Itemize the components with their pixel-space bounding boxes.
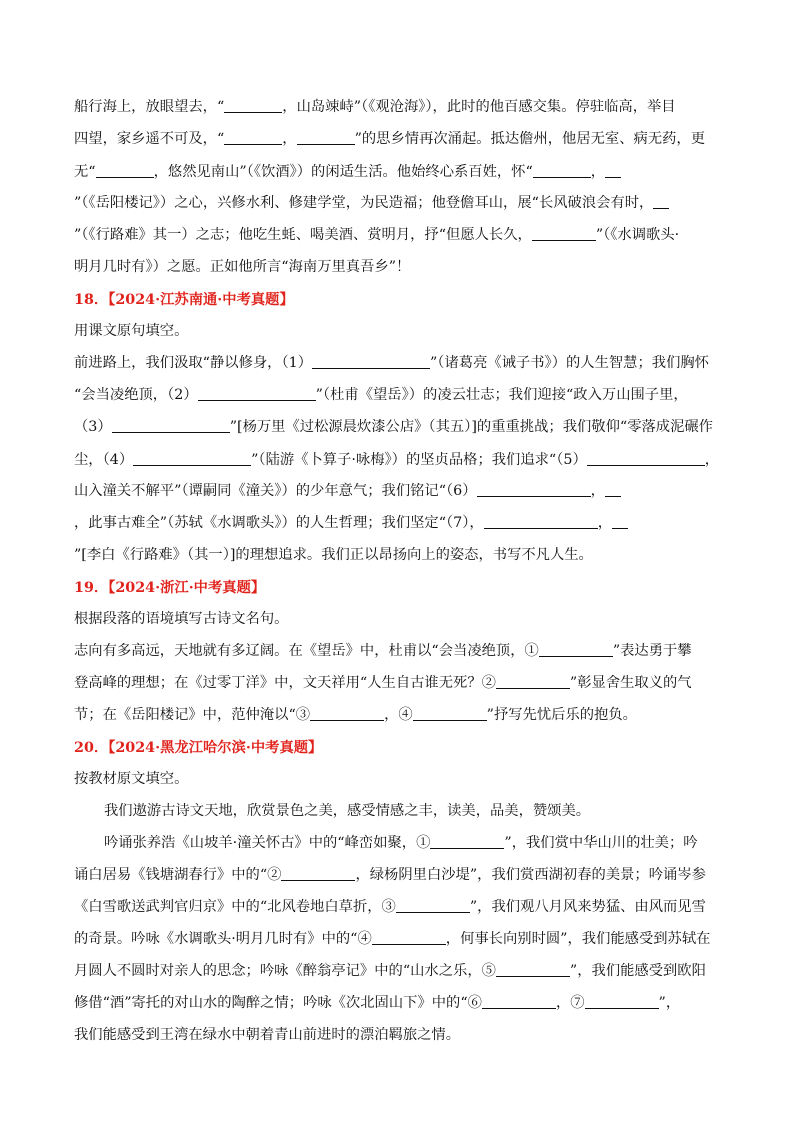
answer-blank[interactable] bbox=[496, 674, 570, 689]
q19-heading: 19．【2024·浙江·中考真题】 bbox=[74, 580, 266, 596]
q20-line-8: 我们能感受到王湾在绿水中朝着青山前进时的漂泊羁旅之情。 bbox=[74, 1027, 461, 1043]
answer-blank[interactable] bbox=[133, 451, 251, 466]
q19-line-3: 节；在《岳阳楼记》中，范仲淹以“③ ，④ ”抒写先忧后乐的抱负。 bbox=[74, 707, 637, 723]
q19-line-1: 志向有多高远，天地就有多辽阔。在《望岳》中，杜甫以“会当凌绝顶，① ”表达勇于攀 bbox=[74, 643, 692, 659]
answer-blank[interactable] bbox=[585, 994, 659, 1009]
q20-instruction: 按教材原文填空。 bbox=[74, 771, 189, 787]
q20-line-6: 月圆人不圆时对亲人的思念；吟咏《醉翁亭记》中的“山水之乐，⑤ ”，我们能感受到欧阳 bbox=[74, 963, 706, 979]
q18-line-1: 前进路上，我们汲取“静以修身，（1） ”（诸葛亮《诫子书》）的人生智慧；我们胸怀 bbox=[74, 355, 709, 371]
answer-blank[interactable] bbox=[605, 482, 621, 497]
q18-instruction: 用课文原句填空。 bbox=[74, 323, 189, 339]
q20-line-3: 诵白居易《钱塘湖春行》中的“② ，绿杨阴里白沙堤”，我们赏西湖初春的美景；吟诵岑参 bbox=[74, 867, 706, 883]
p1-line-4: ”（《岳阳楼记》）之心，兴修水利、修建学堂，为民造福；他登儋耳山，展“长风破浪会有时， bbox=[74, 193, 669, 215]
answer-blank[interactable] bbox=[496, 962, 570, 977]
answer-blank[interactable] bbox=[653, 194, 669, 209]
q19-instruction: 根据段落的语境填写古诗文名句。 bbox=[74, 611, 289, 627]
answer-blank[interactable] bbox=[198, 386, 316, 401]
p1-line-6: 明月几时有》）之愿。正如他所言“海南万里真吾乡”！ bbox=[74, 259, 411, 275]
answer-blank[interactable] bbox=[112, 418, 230, 433]
q18-heading: 18．【2024·江苏南通·中考真题】 bbox=[74, 292, 294, 308]
q20-line-2: 吟诵张养浩《山坡羊·潼关怀古》中的“峰峦如聚，① ”，我们赏中华山川的壮美；吟 bbox=[104, 835, 698, 851]
q20-line-5: 的奇景。吟咏《水调歌头·明月几时有》中的“④ ，何事长向别时圆”，我们能感受到苏轼在 bbox=[74, 931, 711, 947]
q20-line-4: 《白雪歌送武判官归京》中的“北风卷地白草折，③ ”，我们观八月风来势猛、由风而见雪 bbox=[74, 899, 706, 915]
q20-line-1: 我们遨游古诗文天地，欣赏景色之美，感受情感之丰，读美，品美，赞颂美。 bbox=[104, 803, 591, 819]
answer-blank[interactable] bbox=[612, 514, 628, 529]
q20-heading: 20．【2024·黑龙江哈尔滨·中考真题】 bbox=[74, 740, 323, 756]
answer-blank[interactable] bbox=[482, 994, 556, 1009]
q18-line-6: ，此事古难全”（苏轼《水调歌头》）的人生哲理；我们坚定“（7）， ， bbox=[74, 513, 628, 535]
answer-blank[interactable] bbox=[477, 482, 591, 497]
answer-blank[interactable] bbox=[605, 163, 621, 178]
q18-line-5: 山入潼关不解平”（谭嗣同《潼关》）的少年意气；我们铭记“（6） ， bbox=[74, 481, 621, 503]
answer-blank[interactable] bbox=[281, 866, 355, 881]
q19-line-2: 登高峰的理想；在《过零丁洋》中，文天祥用“人生自古谁无死？② ”彰显舍生取义的气 bbox=[74, 675, 692, 691]
answer-blank[interactable] bbox=[413, 706, 487, 721]
q18-line-3: （3） ”[杨万里《过松源晨炊漆公店》（其五）]的重重挑战；我们敬仰“零落成泥碾作 bbox=[74, 419, 713, 435]
p1-line-3: 无“ ，悠然见南山”（《饮酒》）的闲适生活。他始终心系百姓，怀“ ， bbox=[74, 162, 621, 184]
p1-line-2: 四望，家乡遥不可及，“ ， ”的思乡情再次涌起。抵达儋州，他居无室、病无药，更 bbox=[74, 131, 706, 147]
answer-blank[interactable] bbox=[312, 354, 430, 369]
answer-blank[interactable] bbox=[297, 130, 355, 145]
answer-blank[interactable] bbox=[310, 706, 384, 721]
answer-blank[interactable] bbox=[484, 514, 598, 529]
q18-line-7: ”[李白《行路难》（其一）]的理想追求。我们正以昂扬向上的姿态，书写不凡人生。 bbox=[74, 547, 593, 563]
p1-line-5: ”（《行路难》其一）之志；他吃生蚝、喝美酒、赏明月，抒“但愿人长久， ”（《水调歌头· bbox=[74, 227, 680, 243]
answer-blank[interactable] bbox=[430, 834, 504, 849]
q20-line-7: 修借“酒”寄托的对山水的陶醉之情；吟咏《次北固山下》中的“⑥ ，⑦ ”， bbox=[74, 995, 681, 1011]
answer-blank[interactable] bbox=[224, 130, 282, 145]
answer-blank[interactable] bbox=[96, 163, 154, 178]
answer-blank[interactable] bbox=[224, 98, 282, 113]
answer-blank[interactable] bbox=[533, 163, 591, 178]
answer-blank[interactable] bbox=[532, 226, 596, 241]
p1-line-1: 船行海上，放眼望去，“ ，山岛竦峙”（《观沧海》），此时的他百感交集。停驻临高，举目 bbox=[74, 99, 676, 115]
q18-line-4: 尘，（4） ”（陆游《卜算子·咏梅》）的坚贞品格；我们追求“（5） ， bbox=[74, 452, 720, 468]
answer-blank[interactable] bbox=[539, 642, 613, 657]
answer-blank[interactable] bbox=[587, 451, 705, 466]
answer-blank[interactable] bbox=[372, 930, 446, 945]
answer-blank[interactable] bbox=[396, 898, 470, 913]
q18-line-2: “会当凌绝顶，（2） ”（杜甫《望岳》）的凌云壮志；我们迎接“政入万山围子里， bbox=[74, 387, 688, 403]
